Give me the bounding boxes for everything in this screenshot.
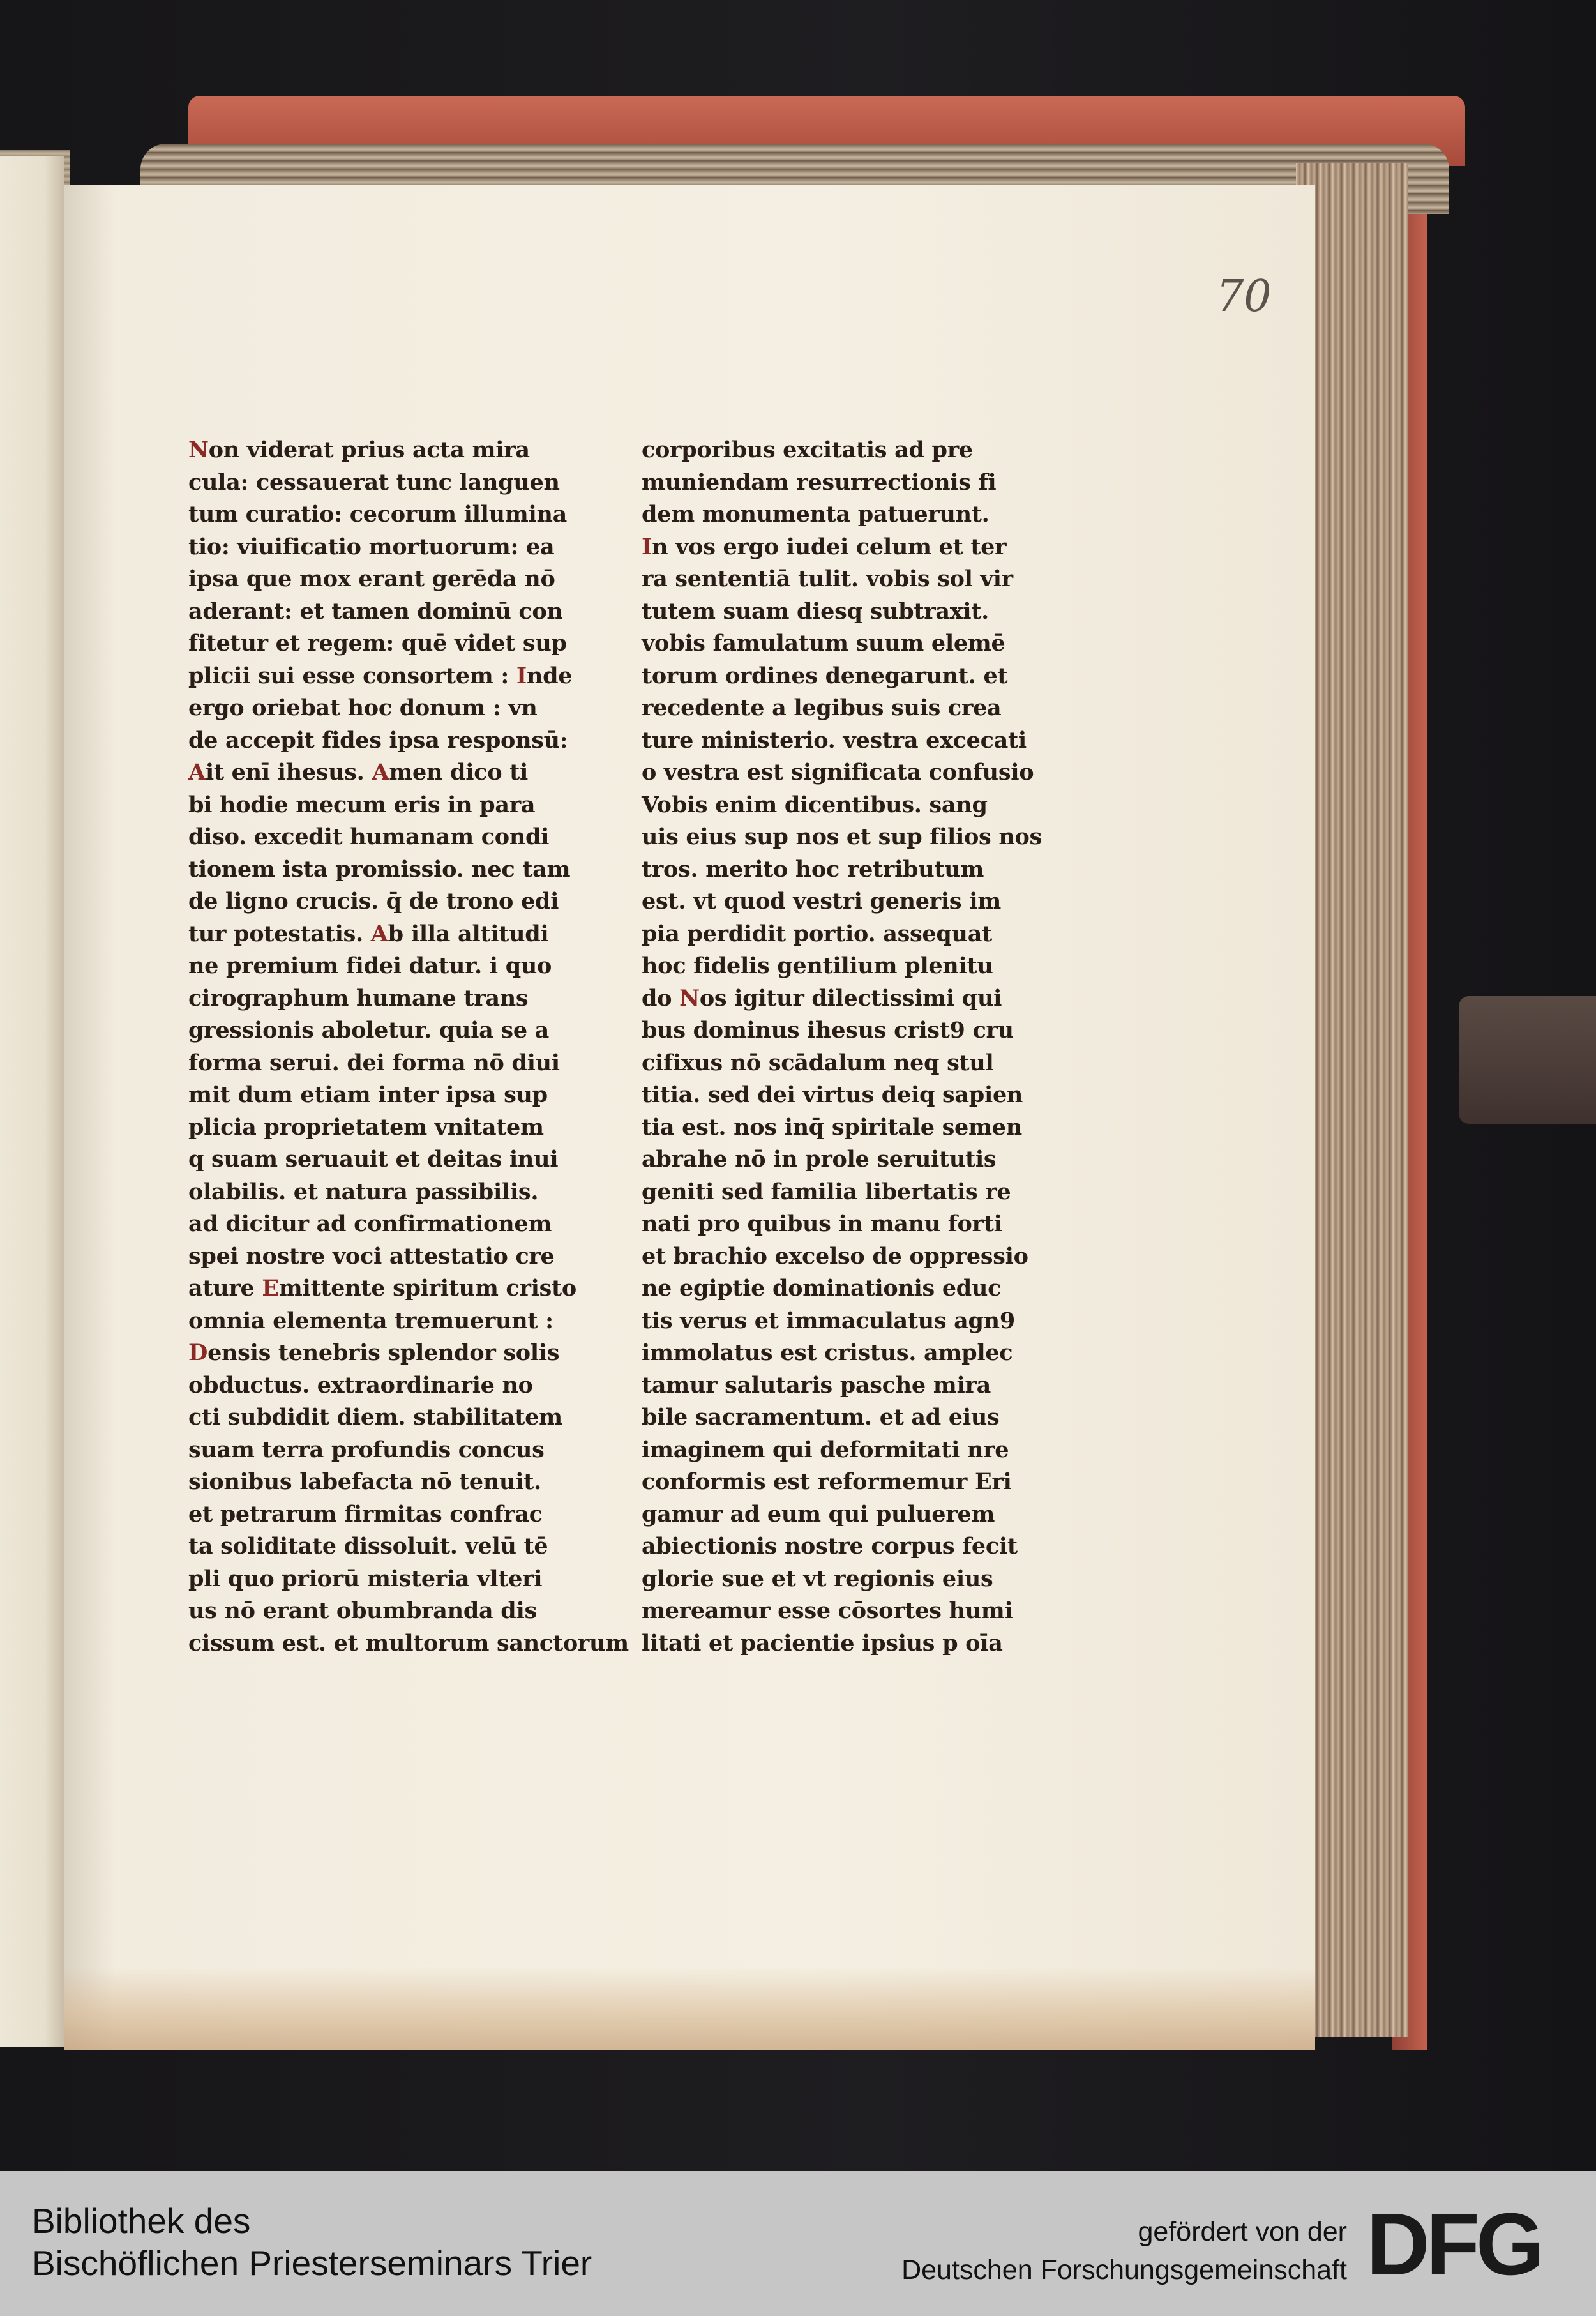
text-line [188,660,584,693]
text-segment: tum curatio: cecorum illumina [188,501,568,527]
text-line [642,725,1037,757]
text-segment: aderant: et tamen dominū con [188,598,563,624]
text-segment: geniti sed familia libertatis re [642,1178,1011,1205]
rubricated-initial: I [642,533,652,560]
text-segment: conformis est reformemur Eri [642,1469,1012,1495]
text-segment: o vestra est significata confusio [642,759,1034,785]
text-line [642,1144,1037,1176]
text-line [642,1466,1037,1499]
text-line [642,1208,1037,1241]
text-column-left [188,434,629,1660]
text-line [642,1305,1037,1338]
text-segment: gamur ad eum qui puluerem [642,1501,995,1527]
text-segment: ne egiptie dominationis educ [642,1275,1002,1301]
text-line [642,1531,1037,1563]
text-line [188,1370,584,1402]
text-line [642,1402,1037,1434]
text-line [188,886,584,918]
text-segment: ture ministerio. vestra excecati [642,727,1027,753]
text-segment: cti subdidit diem. stabilitatem [188,1404,562,1430]
text-segment: recedente a legibus suis crea [642,695,1002,721]
text-line [642,1079,1037,1112]
rubricated-initial: E [262,1275,279,1301]
text-line [188,467,584,499]
text-line [642,918,1037,951]
left-page-sliver [0,156,64,2047]
text-line [642,854,1037,886]
text-line [188,596,584,628]
text-line [188,1499,584,1531]
text-line [188,854,584,886]
dfg-logo [1366,2203,1577,2286]
text-segment: hoc fidelis gentilium plenitu [642,953,993,979]
text-segment: on viderat prius acta mira [208,437,530,463]
text-segment: uis eius sup nos et sup filios nos [642,824,1042,850]
text-line [188,1337,584,1370]
dfg-logo-text: DFG [1366,2203,1541,2286]
text-segment: tamur salutaris pasche mira [642,1372,991,1398]
text-line [642,1499,1037,1531]
text-segment: obductus. extraordinarie no [188,1372,533,1398]
text-line [642,596,1037,628]
text-segment: tutem suam diesq subtraxit. [642,598,990,624]
rubricated-initial: A [188,759,206,785]
text-segment: sionibus labefacta nō tenuit. [188,1469,541,1495]
text-line [188,1208,584,1241]
text-segment: torum ordines denegarunt. et [642,662,1008,689]
text-segment: ergo oriebat hoc donum : vn [188,695,538,721]
text-line [642,1628,1037,1660]
text-line [188,821,584,854]
text-segment: titia. sed dei virtus deiq sapien [642,1082,1023,1108]
leather-strap [1459,996,1596,1124]
text-segment: pia perdidit portio. assequat [642,920,992,947]
text-line [642,628,1037,660]
text-line [642,1563,1037,1596]
text-segment: Vobis enim dicentibus. sang [642,791,988,818]
text-line [642,1112,1037,1144]
text-line [642,1015,1037,1047]
text-segment: tis verus et immaculatus agn9 [642,1307,1015,1334]
library-name [32,2200,592,2284]
text-segment: ta soliditate dissoluit. velū tē [188,1533,548,1559]
text-line [188,1112,584,1144]
text-segment: bus dominus ihesus crist9 cru [642,1017,1014,1043]
text-segment: mittente spiritum cristo [278,1275,576,1301]
page-water-stain [64,1967,1315,2050]
text-line [642,1434,1037,1467]
text-segment: abiectionis nostre corpus fecit [642,1533,1018,1559]
text-line [642,950,1037,983]
text-segment: fitetur et regem: quē videt sup [188,630,567,656]
text-segment: it enī ihesus. [205,759,365,785]
text-segment: de ligno crucis. q̄ de trono edi [188,888,559,914]
text-segment: men dico ti [389,759,529,785]
text-segment: dem monumenta patuerunt. [642,501,990,527]
library-name-line-2: Bischöflichen Priesterseminars Trier [32,2243,592,2283]
text-line [642,1241,1037,1273]
text-line [188,1402,584,1434]
text-segment: ensis tenebris splendor solis [207,1340,560,1366]
text-segment: nati pro quibus in manu forti [642,1211,1002,1237]
text-line [642,1337,1037,1370]
text-segment: ature [188,1275,255,1301]
text-segment: n vos ergo iudei celum et ter [652,533,1007,560]
text-line [188,1531,584,1563]
text-line [642,499,1037,531]
text-segment: muniendam resurrectionis fi [642,469,997,496]
text-segment: cissum est. et multorum sanctorum [188,1630,629,1656]
text-line [642,563,1037,596]
text-segment: pli quo priorū misteria vlteri [188,1565,543,1592]
text-segment: glorie sue et vt regionis eius [642,1565,993,1592]
text-segment: imaginem qui deformitati nre [642,1436,1009,1463]
text-line [188,1015,584,1047]
text-segment: forma serui. dei forma nō diui [188,1049,560,1076]
text-segment: bi hodie mecum eris in para [188,791,536,818]
text-line [188,1144,584,1176]
text-segment: spei nostre voci attestatio cre [188,1243,555,1269]
text-line [188,725,584,757]
text-line [642,789,1037,822]
text-segment: immolatus est cristus. amplec [642,1340,1013,1366]
text-segment: os igitur dilectissimi qui [699,985,1002,1011]
funding-credit [901,2213,1347,2289]
text-segment: ne premium fidei datur. i quo [188,953,552,979]
text-line [188,628,584,660]
text-line [188,1628,629,1660]
text-segment: abrahe nō in prole seruitutis [642,1146,997,1172]
text-segment: us nō erant obumbranda dis [188,1598,537,1624]
text-segment: cifixus nō scādalum neq stul [642,1049,994,1076]
text-segment: de accepit fides ipsa responsū: [188,727,568,753]
text-line [642,757,1037,789]
text-line [188,950,584,983]
rubricated-initial: D [188,1340,208,1366]
text-segment: litati et pacientie ipsius p oīa [642,1630,1003,1656]
text-segment: cula: cessauerat tunc languen [188,469,560,496]
rubricated-initial: A [372,759,389,785]
text-line [188,692,584,725]
text-line [642,1176,1037,1209]
text-segment: suam terra profundis concus [188,1436,545,1463]
text-line [188,499,584,531]
funding-line-2: Deutschen Forschungsgemeinschaft [901,2255,1347,2285]
text-line [188,1305,584,1338]
rubricated-initial: A [370,920,388,947]
text-line [188,1241,584,1273]
text-segment: et brachio excelso de oppressio [642,1243,1028,1269]
text-segment: q suam seruauit et deitas inui [188,1146,559,1172]
text-line [188,1595,584,1628]
text-segment: do [642,985,672,1011]
text-line [188,1466,584,1499]
text-line [188,918,584,951]
text-line [642,1273,1037,1305]
text-segment: tia est. nos inq̄ spiritale semen [642,1114,1022,1140]
text-segment: plicii sui esse consortem : [188,662,509,689]
folio-number: 70 [1216,271,1272,322]
text-segment: est. vt quod vestri generis im [642,888,1001,914]
text-segment: ra sententiā tulit. vobis sol vir [642,566,1013,592]
library-name-line-1: Bibliothek des [32,2201,251,2241]
text-line [188,563,584,596]
text-line [642,1047,1037,1080]
text-segment: gressionis aboletur. quia se a [188,1017,550,1043]
text-column-right [642,434,1042,1660]
text-line [188,1176,584,1209]
text-segment: corporibus excitatis ad pre [642,437,973,463]
text-line [188,1563,584,1596]
text-line [642,1370,1037,1402]
text-segment: ipsa que mox erant gerēda nō [188,566,555,592]
text-segment: mereamur esse cōsortes humi [642,1598,1013,1624]
text-line [188,757,584,789]
text-segment: plicia proprietatem vnitatem [188,1114,544,1140]
text-segment: bile sacramentum. et ad eius [642,1404,1000,1430]
text-segment: olabilis. et natura passibilis. [188,1178,539,1205]
text-line [642,886,1037,918]
text-segment: tio: viuificatio mortuorum: ea [188,533,555,560]
text-line [642,434,1037,467]
text-segment: vobis famulatum suum elemē [642,630,1005,656]
text-line [642,660,1037,693]
text-line [188,1273,584,1305]
text-segment: ad dicitur ad confirmationem [188,1211,552,1237]
text-line [642,1595,1037,1628]
text-segment: tionem ista promissio. nec tam [188,856,571,882]
text-line [188,531,584,564]
text-line [642,692,1037,725]
text-segment: cirographum humane trans [188,985,529,1011]
rubricated-initial: N [188,437,209,463]
text-segment: et petrarum firmitas confrac [188,1501,543,1527]
text-line [642,531,1037,564]
text-line [188,983,584,1015]
text-segment: mit dum etiam inter ipsa sup [188,1082,548,1108]
text-segment: omnia elementa tremuerunt : [188,1307,553,1334]
text-segment: tros. merito hoc retributum [642,856,984,882]
text-segment: b illa altitudi [388,920,549,947]
text-segment: nde [526,662,573,689]
rubricated-initial: I [516,662,527,689]
text-line [188,1047,584,1080]
text-line [642,821,1042,854]
text-line [188,789,584,822]
text-line [188,1434,584,1467]
text-line [188,1079,584,1112]
text-line [642,983,1037,1015]
text-segment: tur potestatis. [188,920,363,947]
text-segment: diso. excedit humanam condi [188,824,550,850]
text-line [188,434,584,467]
rubricated-initial: N [679,985,700,1011]
text-line [642,467,1037,499]
funding-line-1: gefördert von der [1138,2216,1347,2247]
